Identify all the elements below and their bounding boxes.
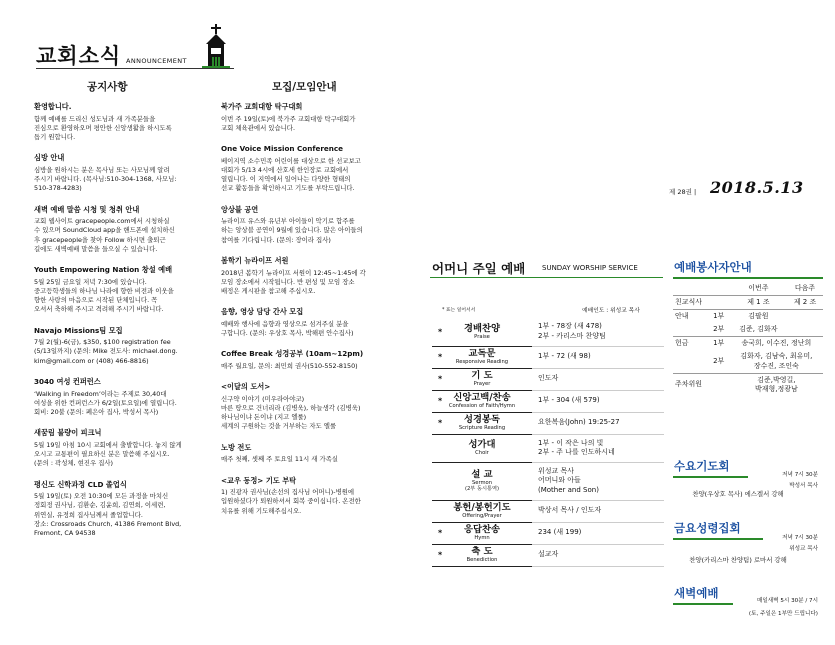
volunteer-row — [673, 323, 823, 337]
gathering-title: 앙상블 공연 — [221, 204, 259, 214]
volunteer-row — [673, 350, 823, 373]
worship-item-detail: 요한복음(John) 19:25-27 — [532, 412, 664, 434]
volunteer-role: 헌금 — [673, 337, 711, 351]
gathering-body: 예배와 행사에 음향과 영상으로 섬겨주실 분을 구합니다. (문의: 우상호 목사, 박해편 안수집사) — [221, 319, 354, 338]
volunteer-this-week: 김준, 김화자 — [739, 325, 778, 334]
notices-heading: 공지사항 — [87, 81, 128, 93]
worship-item-name: 성경봉독 — [464, 413, 500, 425]
notice-item — [34, 206, 212, 255]
bulletin-date: 2018.5.13 — [710, 178, 804, 197]
volunteer-row — [673, 373, 823, 396]
volunteer-service: 2부 — [713, 357, 725, 366]
standing-mark: * — [438, 352, 443, 362]
next-week-header: 다음주 — [794, 284, 816, 292]
notice-item — [34, 327, 212, 366]
volunteer-role: 안내 — [673, 310, 711, 324]
notice-body: ‘Walking in Freedom’이라는 주제로 30,40대 여성을 위한 컨퍼런스가 6/2일(토요일)에 열립니다. 회비: 20불 (문의: 폐은아 집사, 박성서 목사) — [34, 389, 177, 416]
notice-body: 5월 19일(토) 오전 10:30에 모든 과정을 마치신 정회정 권사님, 김환순, 김윤희, 김연희, 이세련, 위연실, 유정희 집사님께서 졸업합니다. 장소: Crossroads Church, 41386 Fremont Blvd, Fremont, CA 94538 — [34, 492, 182, 538]
notice-body: 심방을 원하시는 분은 목사님 또는 사모님께 알려 주시기 바랍니다. (목사님:510-304-1368, 사모님: 510-378-4283) — [34, 165, 177, 193]
dawn-time: 매일새벽 5시 30분 / 7시 — [756, 598, 818, 604]
volunteer-next-week: 제 2 조 — [787, 296, 823, 310]
notice-title: 새벽 예배 말씀 시청 및 청취 안내 — [34, 204, 140, 214]
gathering-body: 매주 월요일, 문의: 최민희 권사(510-552-8150) — [221, 361, 358, 370]
gathering-body: 베이지역 소수민족 어린이를 대상으로 한 선교보고 대회가 5/13 4시에 산호세 한인장로 교회에서 열립니다. 이 지역에서 일어나는 다양한 형태의 선교 활동들을 확인하시고 기도를 부탁드립니다. — [221, 156, 361, 193]
gathering-title: 북가주 교회대항 탁구대회 — [221, 102, 303, 111]
volunteer-service: 1부 — [711, 337, 730, 351]
notice-title: 3040 여성 컨퍼런스 — [34, 376, 101, 386]
worship-subtitle: SUNDAY WORSHIP SERVICE — [542, 264, 638, 272]
gathering-body: 신구약 이야기 (미우라아야코) 마른 땅으로 건너리라 (김병욱), 하늘생각 (김병욱) 하나님이냐 돈이냐 (지고 엘룰) 세계의 구원하는 것을 거부하는 자도 엘룰 — [221, 394, 361, 431]
worship-item-english: Choir — [475, 449, 489, 456]
gathering-item — [221, 308, 399, 338]
volunteer-this-week: 제 1 조 — [730, 296, 787, 310]
gathering-title: <교우 동정> 기도 부탁 — [221, 475, 297, 485]
wednesday-service-title: 수요기도회 — [674, 459, 730, 473]
volunteer-row — [673, 296, 823, 310]
worship-order-row — [432, 434, 664, 462]
volunteer-row — [673, 337, 823, 351]
this-week-header: 이번주 — [748, 284, 769, 292]
volunteer-service: 2부 — [713, 325, 725, 334]
bulletin-page — [418, 0, 835, 645]
worship-item-detail: 1부 - 72 (새 98) — [532, 346, 664, 368]
wednesday-text: 찬양(우상호 목사) 에스겔서 강해 — [692, 490, 784, 498]
gathering-body: 2018년 봄학기 뉴라이프 서원이 12:45~1:45에 각 모임 장소에서 시작됩니다. 반 편성 및 모임 장소 배정은 게시판을 참고해 주십시오. — [221, 268, 366, 295]
dawn-divider — [673, 603, 733, 605]
worship-item-detail: 234 (새 199) — [532, 522, 664, 544]
gathering-item — [221, 257, 399, 296]
notice-item — [34, 481, 212, 539]
page-title: 교회소식 — [36, 44, 122, 68]
notice-title: 환영합니다. — [34, 102, 72, 111]
dawn-note: (토, 주일은 1부만 드립니다) — [748, 611, 818, 617]
worship-item-name: 교독문 — [468, 347, 496, 359]
gathering-title: One Voice Mission Conference — [221, 144, 344, 154]
gathering-title: <이달의 도서> — [221, 382, 271, 392]
gathering-body: 매주 첫째, 셋째 주 토요일 11시 새 가족실 — [221, 455, 338, 464]
worship-item-name: 축 도 — [471, 545, 493, 557]
worship-order-row — [432, 462, 664, 500]
volunteer-role: 주차위원 — [673, 373, 711, 396]
church-icon — [198, 24, 234, 70]
notice-body: 함께 예배를 드리신 성도님과 새 가족분들을 진심으로 환영하오며 평안한 신앙생활을 하시도록 돕기 원합니다. — [34, 114, 172, 142]
friday-text: 찬양(카리스마 찬양팀) 로마서 강해 — [689, 556, 787, 564]
worship-item-english: Praise — [474, 333, 490, 340]
worship-item-detail: 1부 - 304 (새 579) — [532, 390, 664, 412]
page-subtitle: ANNOUNCEMENT — [126, 57, 187, 65]
worship-item-detail: 인도자 — [532, 368, 664, 390]
volunteers-table — [673, 282, 823, 396]
volunteer-row — [673, 310, 823, 324]
volunteer-this-week: 김팔원 — [730, 310, 787, 324]
worship-order-row — [432, 412, 664, 434]
worship-order-row — [432, 390, 664, 412]
worship-item-english: Prayer — [473, 380, 491, 387]
worship-item-detail: 1부 - 이 작은 나의 빛 2부 - 주 나를 인도하시네 — [532, 434, 664, 462]
worship-item-english: Responsive Reading — [455, 358, 509, 365]
worship-item-detail: 1부 - 78장 (새 478) 2부 - 카리스마 찬양팀 — [532, 318, 664, 346]
worship-item-detail: 위성교 목사 어머니와 아들 (Mother and Son) — [532, 462, 664, 500]
gathering-title: Coffee Break 성경공부 (10am~12pm) — [221, 349, 364, 359]
gathering-title: 봄학기 뉴라이프 서원 — [221, 255, 289, 265]
worship-item-english: Offering/Prayer — [462, 512, 502, 519]
order-of-worship — [432, 318, 664, 567]
gathering-item — [221, 350, 399, 371]
worship-item-name: 신앙고백/찬송 — [453, 391, 511, 403]
worship-leader: 예배인도 : 위성교 목사 — [582, 308, 640, 314]
gathering-item — [221, 145, 399, 194]
gathering-title: 음향, 영상 담당 간사 모집 — [221, 307, 304, 317]
worship-order-row — [432, 368, 664, 390]
volunteer-service: 1부 — [711, 310, 730, 324]
standing-mark: * — [438, 550, 443, 560]
standing-mark: * — [438, 396, 443, 406]
gathering-body: 이번 주 19일(토)에 북가주 교회대항 탁구대회가 교회 체육관에서 있습니다. — [221, 114, 356, 132]
worship-item-english: Confession of Faith/Hymn — [448, 402, 516, 409]
worship-item-detail: 박상서 목사 / 인도자 — [532, 500, 664, 522]
volunteers-divider — [673, 277, 823, 279]
notice-item — [34, 154, 212, 193]
gathering-body: 1) 진광자 권사님(손선의 집사님 어머니)-병원에 입원하셨다가 퇴원하셔서 회복 중이십니다. 온전한 치유를 위해 기도해주십시오. — [221, 488, 361, 515]
wednesday-divider — [673, 476, 748, 478]
wednesday-lead: 박성서 목사 — [789, 483, 818, 489]
gathering-item — [221, 383, 399, 432]
gathering-item — [221, 103, 399, 133]
notice-body: 교회 웹사이트 gracepeople.com에서 시청하실 수 있으며 SoundCloud app을 핸드폰에 설치하신 후 gracepeople을 찾아 Follow 하시면 출퇴근 길에도 새벽예배 말씀을 들으실 수 있습니다. — [34, 217, 175, 253]
notice-title: 심방 안내 — [34, 153, 65, 163]
worship-item-name: 경배찬양 — [464, 322, 500, 334]
gatherings-heading: 모집/모임안내 — [272, 81, 337, 93]
notice-title: 평신도 신학과정 CLD 졸업식 — [34, 479, 127, 489]
worship-item-english: Scripture Reading — [458, 424, 506, 431]
volunteers-title: 예배봉사자안내 — [674, 260, 752, 274]
friday-lead: 위성교 목사 — [789, 546, 818, 552]
notice-item — [34, 378, 212, 417]
notice-body: 7월 2(월)-6(금), $350, $100 registration fee (5/13일까지) (문의: Mike 전도사: michael.dong. kim@gmail.com or (408) 466-8816) — [34, 338, 178, 365]
dawn-service-title: 새벽예배 — [674, 586, 719, 600]
notices-column — [34, 103, 212, 550]
worship-order-row — [432, 544, 664, 566]
worship-item-english: Hymn — [474, 534, 490, 541]
worship-item-detail: 설교자 — [532, 544, 664, 566]
volunteer-this-week: 김준,박영길, 박재형,정광남 — [730, 373, 823, 396]
volunteer-service — [711, 296, 730, 310]
notice-title: 새꿈림 불량이 피크닉 — [34, 428, 102, 438]
volunteer-next-week — [787, 310, 823, 324]
notice-body: 5월 19일 아침 10시 교회에서 출발합니다. 놓지 않게 오시고 교통편이 필요하신 분은 말씀해 주십시오. (문의 : 곽성체, 현진우 집사) — [34, 440, 182, 468]
standing-mark: * — [438, 528, 443, 538]
notice-body: 5월 25일 금요일 저녁 7:30에 있습니다. 중고등학생들의 하나님 나라에 향한 비전과 이웃을 향한 사랑의 마음으로 시작된 단체입니다. 꼭 오셔서 축하해 주시고 격려해 주시기 바랍니다. — [34, 277, 174, 314]
notice-title: Youth Empowering Nation 창설 예배 — [34, 265, 173, 275]
worship-order-row — [432, 500, 664, 522]
gatherings-column — [221, 103, 399, 528]
notice-title: Navajo Missions팀 모집 — [34, 325, 123, 335]
notice-item — [34, 103, 212, 142]
worship-order-row — [432, 346, 664, 368]
worship-item-name: 응답찬송 — [464, 523, 500, 535]
volunteer-role — [673, 350, 711, 373]
worship-divider — [430, 277, 663, 278]
volunteer-next-week — [787, 323, 823, 337]
standing-mark: * — [438, 374, 443, 384]
gathering-item — [221, 477, 399, 516]
standing-mark: * — [438, 327, 443, 337]
notice-item — [34, 429, 212, 468]
worship-title: 어머니 주일 예배 — [432, 261, 526, 276]
gathering-body: 뉴라이프 유스와 유년부 아이들이 악기로 합주를 하는 앙상블 공연이 9월에 있습니다. 많은 아이들의 참여를 기다립니다. (문의: 장이라 집사) — [221, 217, 363, 244]
worship-item-name: 성가대 — [468, 438, 496, 450]
volunteer-role: 친교식사 — [673, 296, 711, 310]
gathering-item — [221, 206, 399, 245]
volunteer-this-week: 송국희, 이수진, 정난희 — [730, 337, 823, 351]
worship-item-name: 봉헌/봉헌기도 — [453, 501, 511, 513]
volunteer-this-week: 김화자, 김남숙, 최유미, 장수진, 조인숙 — [740, 352, 813, 370]
gathering-title: 노방 전도 — [221, 442, 252, 452]
gathering-item — [221, 444, 399, 465]
volunteer-service — [711, 373, 730, 396]
wednesday-time: 저녁 7시 30분 — [782, 472, 818, 478]
worship-item-name: 설 교 — [471, 468, 493, 480]
friday-time: 저녁 7시 30분 — [782, 535, 818, 541]
worship-item-english: Sermon (2부 동시통역) — [464, 479, 500, 493]
volunteer-role — [673, 323, 711, 337]
standing-mark: * — [438, 418, 443, 428]
notice-item — [34, 266, 212, 315]
worship-order-row — [432, 318, 664, 346]
worship-item-english: Benediction — [466, 556, 498, 563]
friday-service-title: 금요성령집회 — [674, 521, 741, 535]
worship-order-row — [432, 522, 664, 544]
standing-note: * 표는 일어서서 — [442, 308, 476, 313]
issue-number: 제 28권 | — [669, 188, 697, 196]
worship-item-name: 기 도 — [471, 369, 493, 381]
